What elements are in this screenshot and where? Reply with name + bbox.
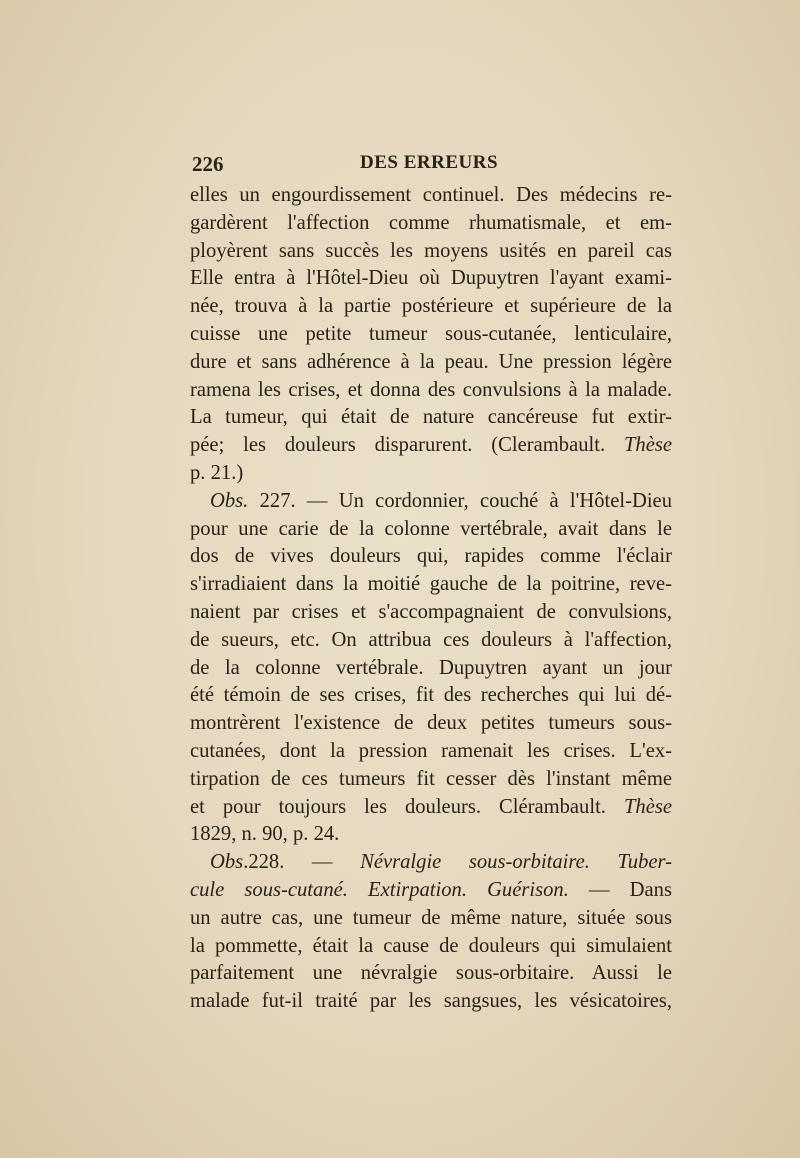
text-line: 1829, n. 90, p. 24. bbox=[190, 823, 340, 846]
body-text bbox=[190, 182, 672, 1016]
line-text: pée; les douleurs disparurent. (Clerambault. bbox=[190, 434, 606, 457]
running-head bbox=[192, 148, 670, 182]
text-line: dure et sans adhérence à la peau. Une pression légère bbox=[190, 350, 672, 373]
text-line: dos de vives douleurs qui, rapides comme l'éclair bbox=[190, 545, 672, 568]
italic-title: Névralgie sous-orbitaire. Tuber- bbox=[360, 851, 673, 874]
title-line bbox=[190, 877, 672, 905]
text-line: née, trouva à la partie postérieure et supérieure de la bbox=[190, 295, 672, 318]
italic-obs: Obs. bbox=[210, 489, 249, 512]
text-line: ramena les crises, et donna des convulsions à la malade. bbox=[190, 378, 672, 401]
obs-227-line bbox=[190, 488, 672, 516]
text-line: été témoin de ses crises, fit des recherches qui lui dé- bbox=[190, 684, 672, 707]
line-text: — Dans bbox=[588, 878, 672, 901]
text-line: p. 21.) bbox=[190, 461, 244, 484]
text-line: de la colonne vertébrale. Dupuytren ayant un jour bbox=[190, 656, 672, 679]
italic-title: cule sous-cutané. Extirpation. Guérison. bbox=[190, 878, 569, 901]
text-line-with-italic bbox=[190, 432, 672, 460]
italic-obs: Obs bbox=[210, 851, 244, 874]
text-line: ployèrent sans succès les moyens usités en pareil cas bbox=[190, 239, 672, 262]
text-line: de sueurs, etc. On attribua ces douleurs à l'affection, bbox=[190, 628, 672, 651]
text-line: parfaitement une névralgie sous-orbitaire. Aussi le bbox=[190, 962, 672, 985]
text-line: s'irradiaient dans la moitié gauche de la poitrine, reve- bbox=[190, 573, 672, 596]
text-line: cuisse une petite tumeur sous-cutanée, lenticulaire, bbox=[190, 322, 672, 345]
text-line: malade fut-il traité par les sangsues, les vésicatoires, bbox=[190, 990, 672, 1013]
line-text: 227. — Un cordonnier, couché à l'Hôtel-Dieu bbox=[259, 489, 672, 512]
text-line: gardèrent l'affection comme rhumatismale, et em- bbox=[190, 211, 672, 234]
text-line: la pommette, était la cause de douleurs qui simulaient bbox=[190, 934, 672, 957]
text-line: Elle entra à l'Hôtel-Dieu où Dupuytren l'ayant exami- bbox=[190, 267, 672, 290]
text-line-with-italic bbox=[190, 794, 672, 822]
text-line: un autre cas, une tumeur de même nature, située sous bbox=[190, 906, 672, 929]
italic-these: Thèse bbox=[623, 434, 672, 457]
text-line: pour une carie de la colonne vertébrale, avait dans le bbox=[190, 517, 672, 540]
obs-228-line bbox=[190, 849, 672, 877]
text-line: montrèrent l'existence de deux petites tumeurs sous- bbox=[190, 712, 672, 735]
running-title: DES ERREURS bbox=[360, 152, 499, 173]
text-line: elles un engourdissement continuel. Des médecins re- bbox=[190, 184, 672, 206]
line-text: .228. — bbox=[243, 851, 333, 874]
text-line: La tumeur, qui était de nature cancéreuse fut extir- bbox=[190, 406, 672, 429]
text-line: tirpation de ces tumeurs fit cesser dès l'instant même bbox=[190, 767, 672, 790]
line-text: et pour toujours les douleurs. Clérambault. bbox=[190, 795, 606, 818]
page-number: 226 bbox=[192, 152, 224, 176]
italic-these: Thèse bbox=[623, 795, 672, 818]
text-line: cutanées, dont la pression ramenait les crises. L'ex- bbox=[190, 739, 672, 762]
text-line: naient par crises et s'accompagnaient de convulsions, bbox=[190, 600, 672, 623]
